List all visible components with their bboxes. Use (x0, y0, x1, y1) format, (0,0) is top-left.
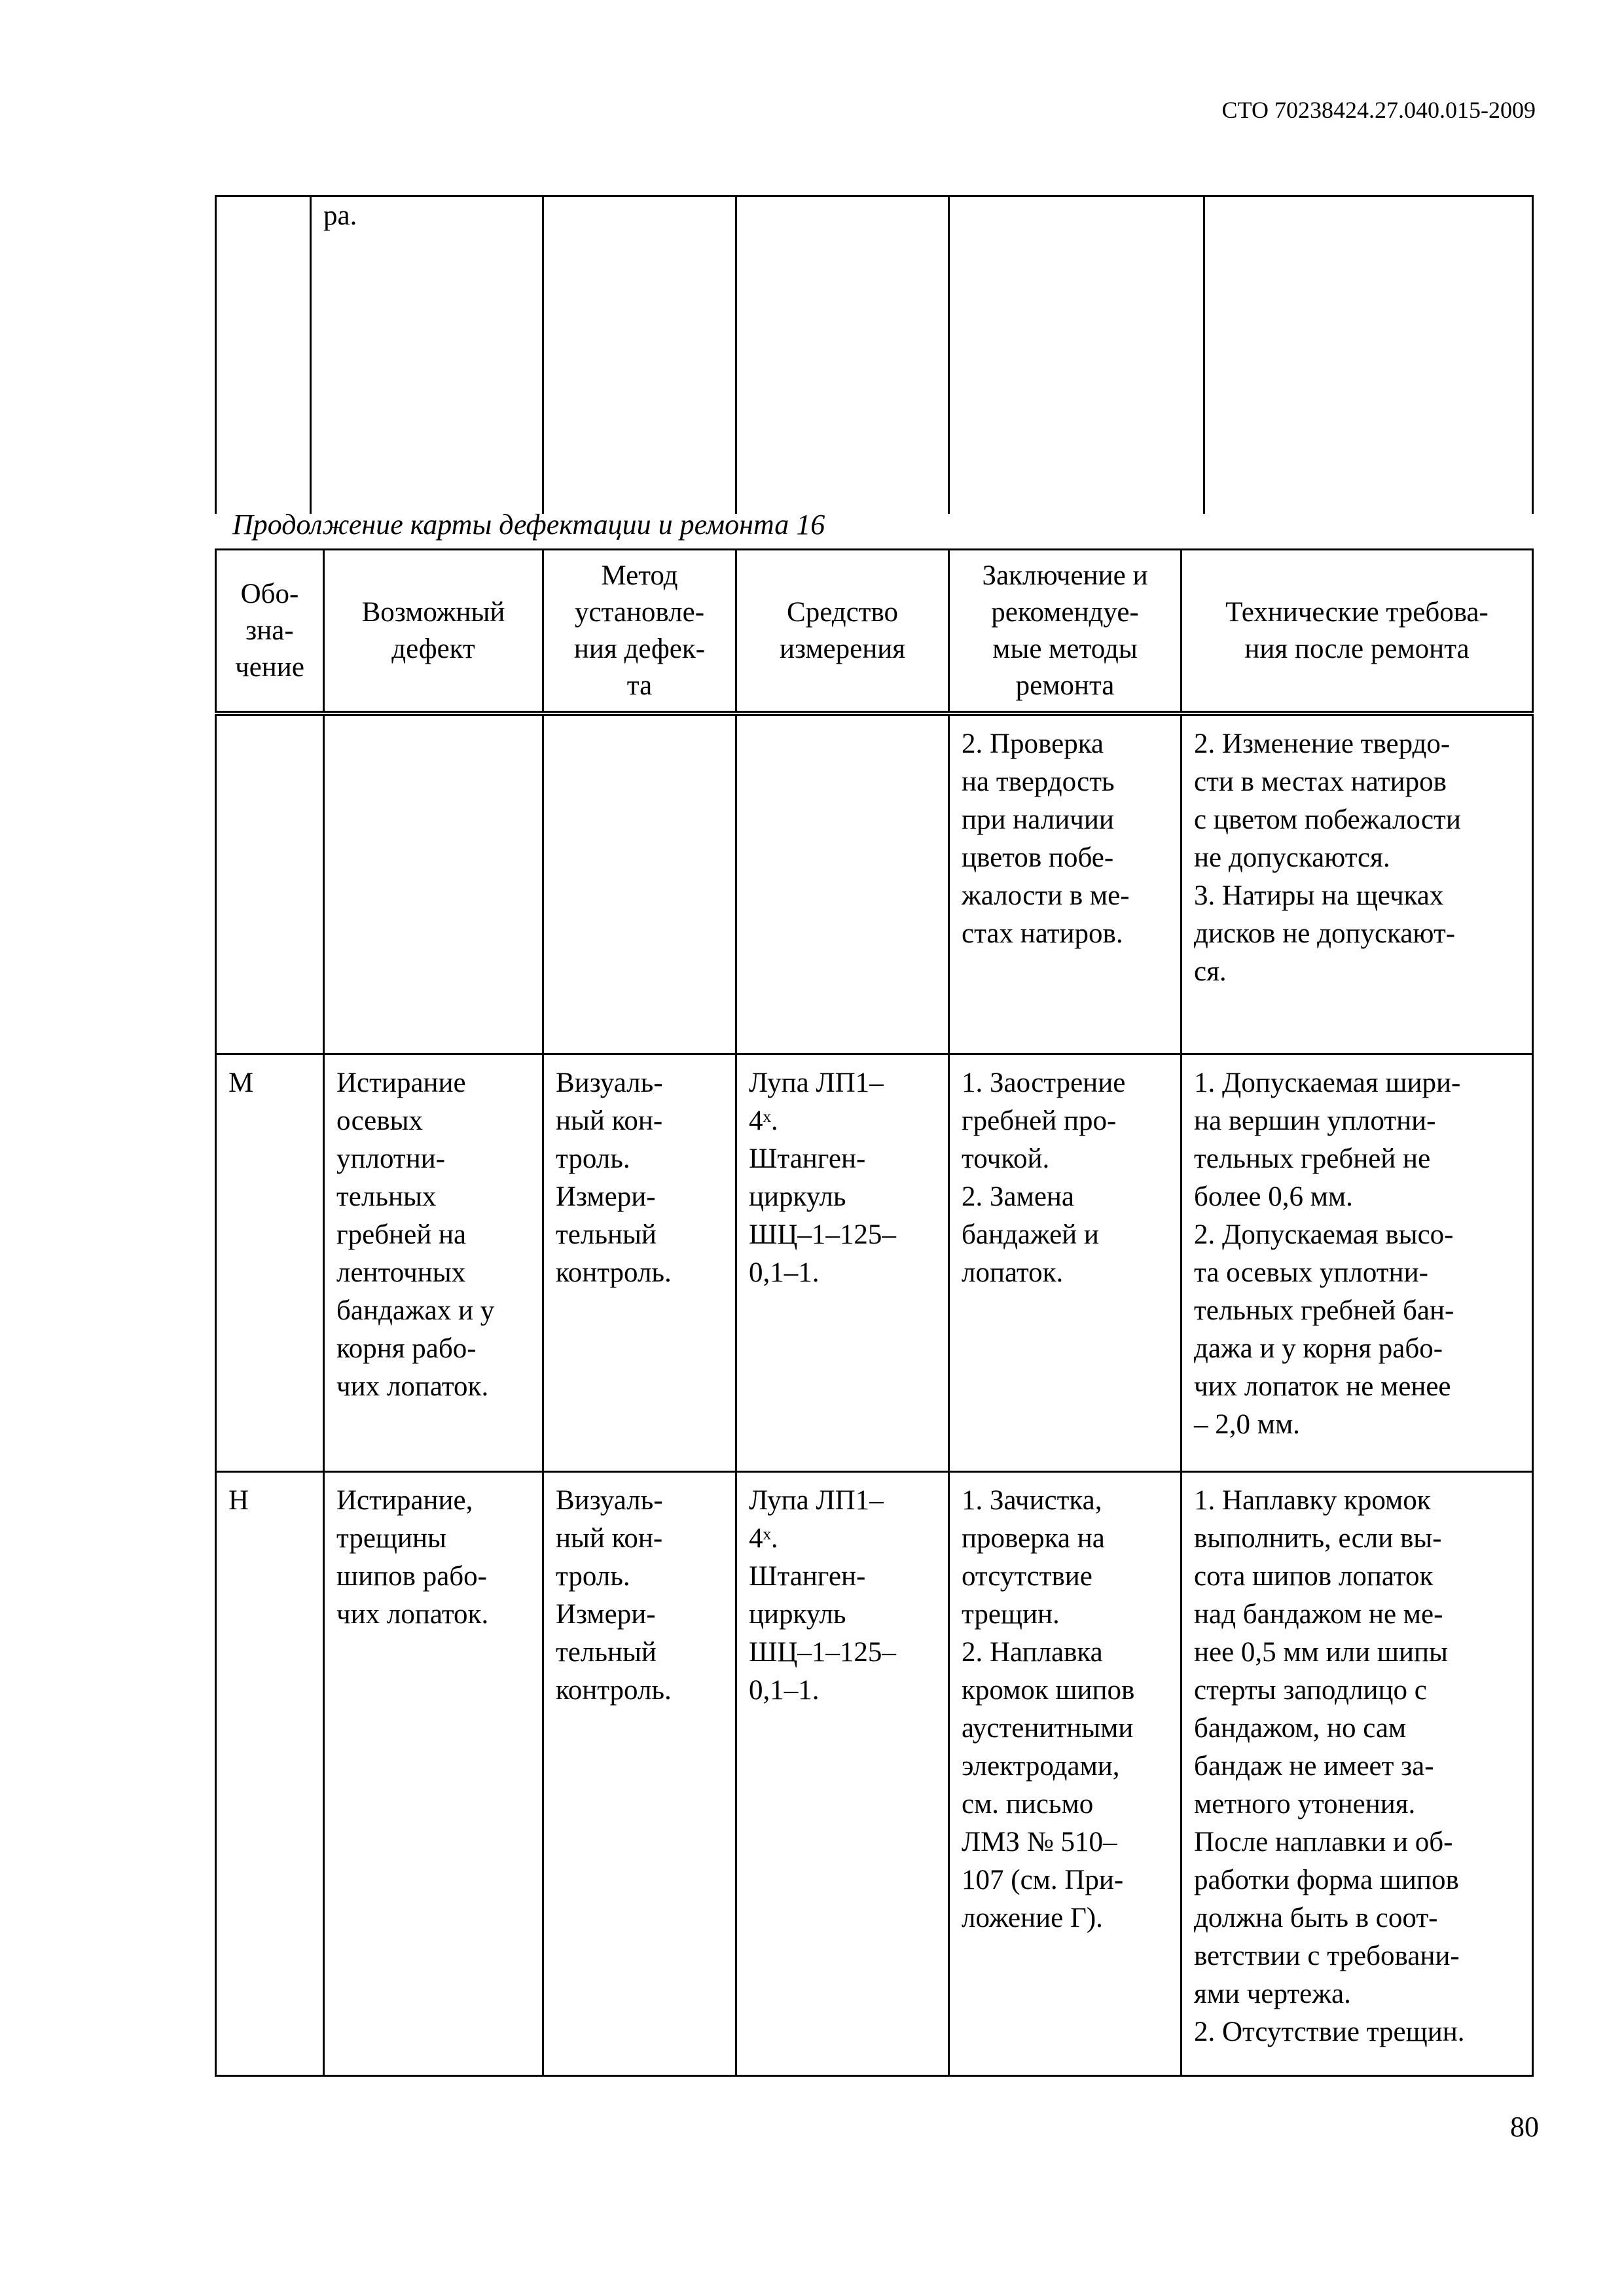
header-tool: Средство измерения (736, 550, 949, 714)
table-row (216, 713, 1533, 1054)
table-row (216, 1054, 1533, 1472)
previous-table-continuation (215, 195, 1534, 514)
cell-requirements: 2. Изменение твердо- сти в местах натиров с цветом побежалости не допускаются. 3. Натиры на щечках дисков не допускают- ся. (1182, 713, 1533, 1054)
prev-cell (736, 196, 949, 514)
defect-repair-table (215, 548, 1534, 2077)
cell-conclusion: 1. Зачистка, проверка на отсутствие трещин. 2. Наплавка кромок шипов аустенитными электродами, см. письмо ЛМЗ № 510– 107 (см. При- ложение Г). (949, 1472, 1182, 2076)
cell-requirements: 1. Допускаемая шири- на вершин уплотни- тельных гребней не более 0,6 мм. 2. Допускаемая высо- та осевых уплотни- тельных гребней бан- дажа и у корня рабо- чих лопаток не менее – 2,0 мм. (1182, 1054, 1533, 1472)
prev-cell-text: ра. (323, 200, 357, 231)
header-defect: Возможный дефект (324, 550, 543, 714)
header-requirements: Технические требова- ния после ремонта (1182, 550, 1533, 714)
cell-method: Визуаль- ный кон- троль. Измери- тельный контроль. (543, 1472, 736, 2076)
cell-conclusion: 1. Заострение гребней про- точкой. 2. Замена бандажей и лопаток. (949, 1054, 1182, 1472)
table-row (216, 1472, 1533, 2076)
prev-cell (949, 196, 1204, 514)
document-code: СТО 70238424.27.040.015-2009 (1221, 97, 1536, 123)
cell-defect (324, 713, 543, 1054)
cell-designation: М (216, 1054, 324, 1472)
header-method: Метод установле- ния дефек- та (543, 550, 736, 714)
prev-cell (1204, 196, 1533, 514)
cell-defect: Истирание, трещины шипов рабо- чих лопаток. (324, 1472, 543, 2076)
table-header-row (216, 550, 1533, 714)
prev-cell (216, 196, 311, 514)
prev-cell (311, 196, 543, 514)
page-number: 80 (1510, 2111, 1539, 2143)
header-conclusion: Заключение и рекомендуе- мые методы ремонта (949, 550, 1182, 714)
cell-designation (216, 713, 324, 1054)
cell-conclusion: 2. Проверка на твердость при наличии цветов побе- жалости в ме- стах натиров. (949, 713, 1182, 1054)
cell-method: Визуаль- ный кон- троль. Измери- тельный контроль. (543, 1054, 736, 1472)
cell-tool (736, 713, 949, 1054)
prev-cell (543, 196, 736, 514)
cell-defect: Истирание осевых уплотни- тельных гребней на ленточных бандажах и у корня рабо- чих лопаток. (324, 1054, 543, 1472)
header-designation: Обо- зна- чение (216, 550, 324, 714)
cell-designation: Н (216, 1472, 324, 2076)
cell-tool: Лупа ЛП1– 4ˣ. Штанген- циркуль ШЦ–1–125– 0,1–1. (736, 1054, 949, 1472)
cell-tool: Лупа ЛП1– 4ˣ. Штанген- циркуль ШЦ–1–125– 0,1–1. (736, 1472, 949, 2076)
cell-method (543, 713, 736, 1054)
cell-requirements: 1. Наплавку кромок выполнить, если вы- сота шипов лопаток над бандажом не ме- нее 0,5 мм или шипы стерты заподлицо с бандажом, но сам бандаж не имеет за- метного утонения. После наплавки и об- работки форма шипов должна быть в соот- ветствии с требовани- ями чертежа. 2. Отсутствие трещин. (1182, 1472, 1533, 2076)
table-caption: Продолжение карты дефектации и ремонта 16 (232, 509, 825, 541)
